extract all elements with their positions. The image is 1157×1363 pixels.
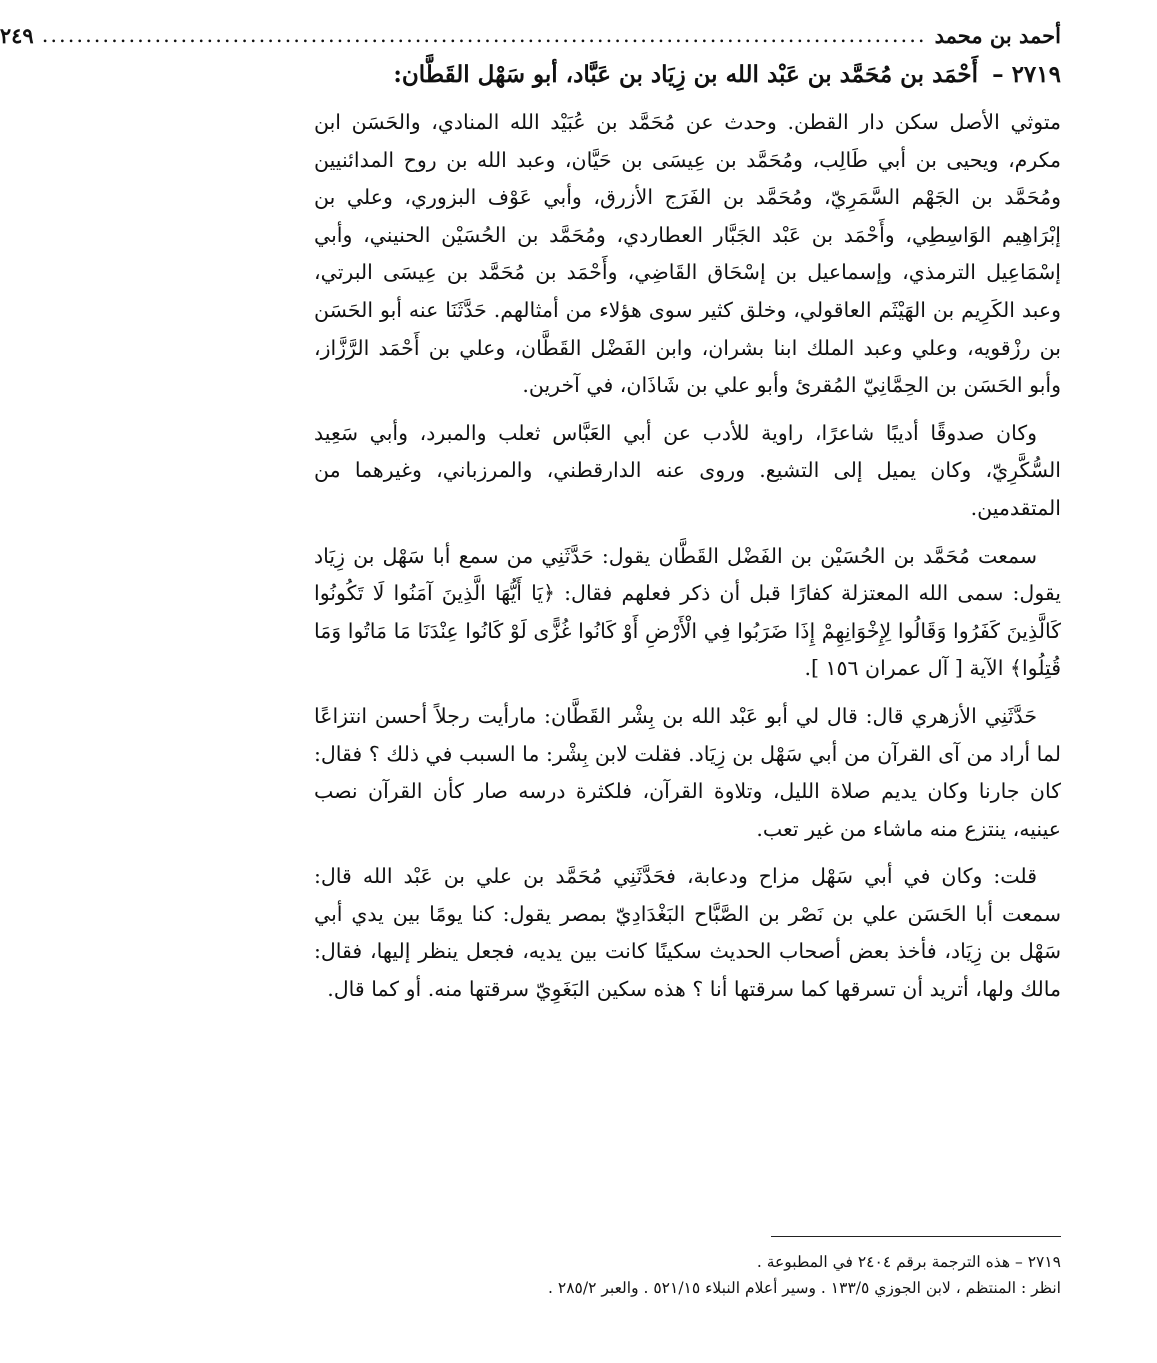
footnote-line: ٢٧١٩ – هذه الترجمة برقم ٢٤٠٤ في المطبوعة . (756, 1253, 1061, 1271)
paragraph-anecdote: قلت: وكان في أبي سَهْل مزاح ودعابة، فحَدَّثَنِي مُحَمَّد بن علي بن عَبْد الله قال: سمعت أبا الحَسَن علي بن نَصْر بن الصَّبَّاح البَغْدَادِيّ بمصر يقول: كنا يومًا بين يدي أبي سَهْل بن زِيَاد، فأخذ بعض أصحاب الحديث سكينًا كانت بين يديه، فجعل ينظر إليها، فقال: مالك ولها، أتريد أن تسرقها كما سرقتها أنا ؟ هذه سكين البَغَوِيّ سرقتها منه. أو كما قال. (314, 864, 1061, 1002)
entry-title: أَحْمَد بن مُحَمَّد بن عَبْد الله بن زِيَاد بن عَبَّاد، أبو سَهْل القَطَّان: (393, 61, 979, 88)
paragraph-biography: متوثي الأصل سكن دار القطن. وحدث عن مُحَمَّد بن عُبَيْد الله المنادي، والحَسَن ابن مكرم، ويحيى بن أبي طَالِب، ومُحَمَّد بن عِيسَى بن حَيَّان، وعبد الله بن روح المدائنيين ومُحَمَّد بن الجَهْم السَّمَرِيّ، ومُحَمَّد بن الفَرَج الأزرق، وأبي عَوْف البزوري، وعلي بن إبْرَاهِيم الوَاسِطِي، وأَحْمَد بن عَبْد الجَبَّار العطاردي، ومُحَمَّد بن الحُسَيْن الحنيني، وأبي إسْمَاعِيل الترمذي، وإسماعيل بن إسْحَاق القَاضِي، وأَحْمَد بن مُحَمَّد بن عِيسَى البرتي، وعبد الكَرِيم بن الهَيْثَم العاقولي، وخلق كثير سوى هؤلاء من أمثالهم. حَدَّثَنَا عنه أبو الحَسَن بن رزْقويه، وعلي وعبد الملك ابنا بشران، وابن الفَضْل القَطَّان، وعلي بن أَحْمَد الرَّزَّاز، وأبو الحَسَن بن الحِمَّانِيّ المُقرئ وأبو علي بن شَاذَان، في آخرين. (314, 110, 1061, 398)
footnote-divider (771, 1236, 1061, 1237)
entry-number: ٢٧١٩ – (992, 61, 1061, 88)
paragraph-azhari-report: حَدَّثَنِي الأزهري قال: قال لي أبو عَبْد الله بن بِشْر القَطَّان: مارأيت رجلاً أحسن انتزاعًا لما أراد من آى القرآن من أبي سَهْل بن زِيَاد. فقلت لابن بِشْر: ما السبب في ذلك ؟ فقال: كان جارنا وكان يديم صلاة الليل، وتلاوة القرآن، فلكثرة درسه صار كأن القرآن نصب عينيه، ينتزع منه ماشاء من غير تعب. (314, 703, 1061, 841)
footnotes (314, 1236, 1061, 1301)
running-head-title: أحمد بن محمد (934, 22, 1061, 48)
entry-heading (314, 56, 1061, 94)
running-head-leader-dots: ...................................................................................................... (41, 23, 927, 47)
paragraph-quran-citation: سمعت مُحَمَّد بن الحُسَيْن بن الفَضْل القَطَّان يقول: حَدَّثَنِي من سمع أبا سَهْل بن زِيَاد يقول: سمى الله المعتزلة كفارًا قبل أن ذكر فعلهم فقال: ﴿يَا أَيُّهَا الَّذِينَ آمَنُوا لَا تَكُونُوا كَالَّذِينَ كَفَرُوا وَقَالُوا لِإِخْوَانِهِمْ إِذَا ضَرَبُوا فِي الْأَرْضِ أَوْ كَانُوا غُزًّى لَوْ كَانُوا عِنْدَنَا مَا مَاتُوا وَمَا قُتِلُوا﴾ الآية [ آل عمران ١٥٦ ]. (314, 543, 1061, 681)
footnote-line: انظر : المنتظم ، لابن الجوزي ١٣٣/٥ . وسير أعلام النبلاء ٥٢١/١٥ . والعبر ٢٨٥/٢ . (548, 1279, 1061, 1297)
paragraph-character: وكان صدوقًا أديبًا شاعرًا، راوية للأدب عن أبي العَبَّاس ثعلب والمبرد، وأبي سَعِيد السُّكَّرِيّ، وكان يميل إلى التشيع. وروى عنه الدارقطني، والمرزباني، وغيرهما من المتقدمين. (314, 420, 1061, 520)
page-number: ٢٤٩ (0, 22, 34, 48)
running-head (0, 18, 1061, 52)
